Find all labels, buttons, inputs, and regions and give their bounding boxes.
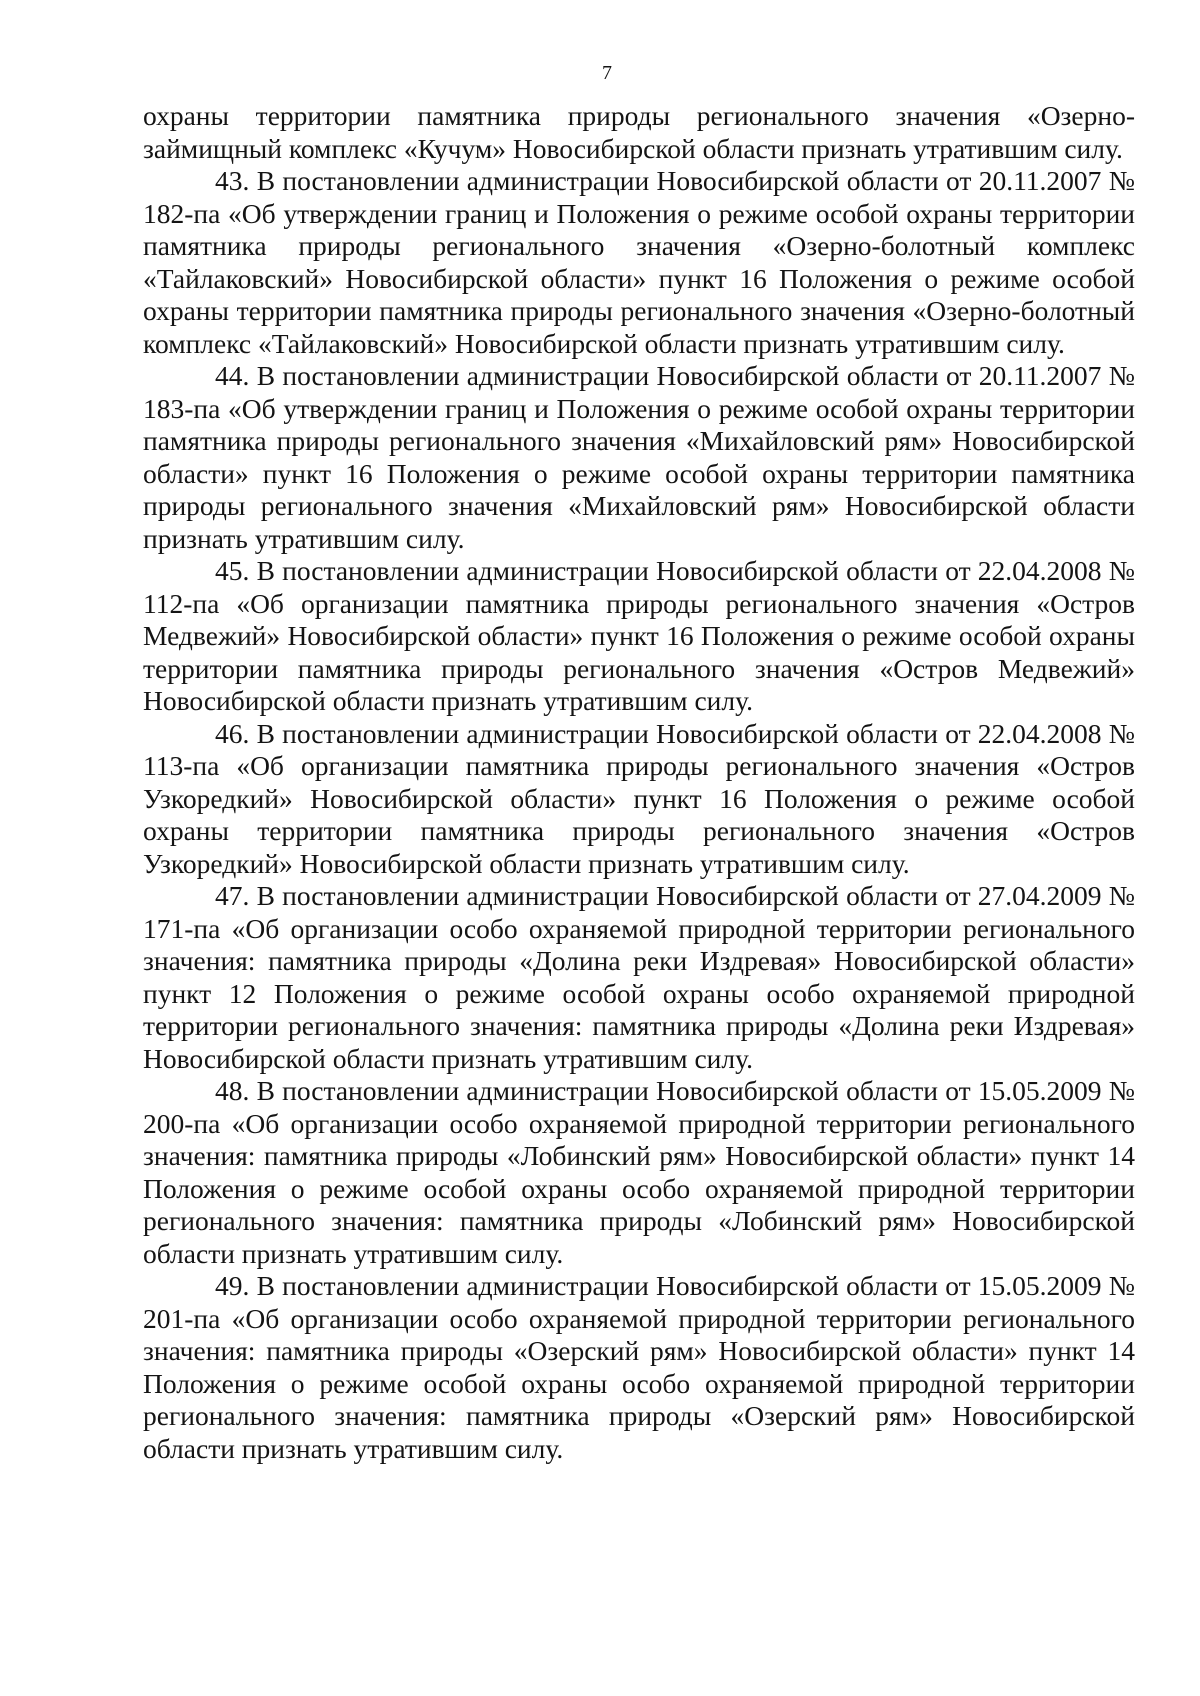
paragraph-item-47: 47. В постановлении администрации Новосибирской области от 27.04.2009 № 171-па «Об организации особо охраняемой природной территории регионального значения: памятника природы «Долина реки Издревая» Новосибирской области» пункт 12 Положения о режиме особой охраны особо охраняемой природной территории регионального значения: памятника природы «Долина реки Издревая» Новосибирской области признать утратившим силу.	[143, 880, 1135, 1074]
document-body	[143, 100, 1135, 1465]
paragraph-item-44: 44. В постановлении администрации Новосибирской области от 20.11.2007 № 183-па «Об утверждении границ и Положения о режиме особой охраны территории памятника природы регионального значения «Михайловский рям» Новосибирской области» пункт 16 Положения о режиме особой охраны территории памятника природы регионального значения «Михайловский рям» Новосибирской области признать утратившим силу.	[143, 360, 1135, 554]
paragraph-item-43: 43. В постановлении администрации Новосибирской области от 20.11.2007 № 182-па «Об утверждении границ и Положения о режиме особой охраны территории памятника природы регионального значения «Озерно-болотный комплекс «Тайлаковский» Новосибирской области» пункт 16 Положения о режиме особой охраны территории памятника природы регионального значения «Озерно-болотный комплекс «Тайлаковский» Новосибирской области признать утратившим силу.	[143, 165, 1135, 359]
paragraph-item-46: 46. В постановлении администрации Новосибирской области от 22.04.2008 № 113-па «Об организации памятника природы регионального значения «Остров Узкоредкий» Новосибирской области» пункт 16 Положения о режиме особой охраны территории памятника природы регионального значения «Остров Узкоредкий» Новосибирской области признать утратившим силу.	[143, 717, 1135, 879]
paragraph-item-49: 49. В постановлении администрации Новосибирской области от 15.05.2009 № 201-па «Об организации особо охраняемой природной территории регионального значения: памятника природы «Озерский рям» Новосибирской области» пункт 14 Положения о режиме особой охраны особо охраняемой природной территории регионального значения: памятника природы «Озерский рям» Новосибирской области признать утратившим силу.	[143, 1270, 1135, 1464]
paragraph-continuation: охраны территории памятника природы регионального значения «Озерно-займищный комплекс «Кучум» Новосибирской области признать утратившим силу.	[143, 100, 1135, 164]
paragraph-item-45: 45. В постановлении администрации Новосибирской области от 22.04.2008 № 112-па «Об организации памятника природы регионального значения «Остров Медвежий» Новосибирской области» пункт 16 Положения о режиме особой охраны территории памятника природы регионального значения «Остров Медвежий» Новосибирской области признать утратившим силу.	[143, 555, 1135, 716]
paragraph-item-48: 48. В постановлении администрации Новосибирской области от 15.05.2009 № 200-па «Об организации особо охраняемой природной территории регионального значения: памятника природы «Лобинский рям» Новосибирской области» пункт 14 Положения о режиме особой охраны особо охраняемой природной территории регионального значения: памятника природы «Лобинский рям» Новосибирской области признать утратившим силу.	[143, 1075, 1135, 1269]
page-number: 7	[602, 62, 612, 84]
